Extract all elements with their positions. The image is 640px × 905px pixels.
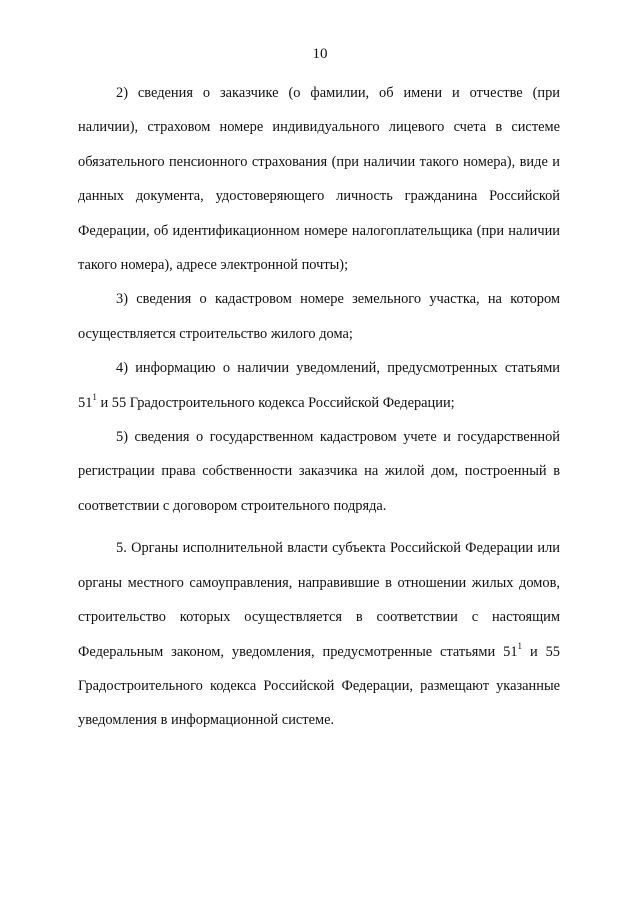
paragraph-item-4 (78, 351, 560, 420)
superscript-index: 1 (92, 391, 97, 402)
paragraph-item-2: 2) сведения о заказчике (о фамилии, об имени и отчестве (при наличии), страховом номере индивидуального лицевого счета в системе обязательного пенсионного страхования (при наличии такого номера), виде и данных документа, удостоверяющего личность гражданина Российской Федерации, об идентификационном номере налогоплательщика (при наличии такого номера), адресе электронной почты); (78, 85, 560, 274)
paragraph-section-5-text-before: 5. Органы исполнительной власти субъекта Российской Федерации или органы местного самоуправления, направившие в отношении жилых домов, строительство которых осуществляется в соответствии с настоящим Федеральным законом, уведомления, предусмотренные статьями 51 (78, 540, 560, 660)
paragraph-item-4-text-after: и 55 Градостроительного кодекса Российской Федерации; (96, 394, 455, 411)
paragraph-section-5 (78, 531, 560, 737)
section-gap (78, 523, 560, 531)
superscript-index: 1 (517, 640, 523, 651)
paragraph-section-5-text-after: и 55 Градостроительного кодекса Российской Федерации, размещают указанные уведомления в информационной системе. (78, 643, 560, 729)
document-body (78, 76, 560, 738)
paragraph-item-4-text-before: 4) информацию о наличии уведомлений, предусмотренных статьями 51 (78, 360, 560, 411)
page-number: 10 (312, 46, 328, 62)
paragraph-item-3: 3) сведения о кадастровом номере земельного участка, на котором осуществляется строительство жилого дома; (78, 291, 560, 342)
paragraph-item-5: 5) сведения о государственном кадастровом учете и государственной регистрации права собственности заказчика на жилой дом, построенный в соответствии с договором строительного подряда. (78, 429, 560, 514)
